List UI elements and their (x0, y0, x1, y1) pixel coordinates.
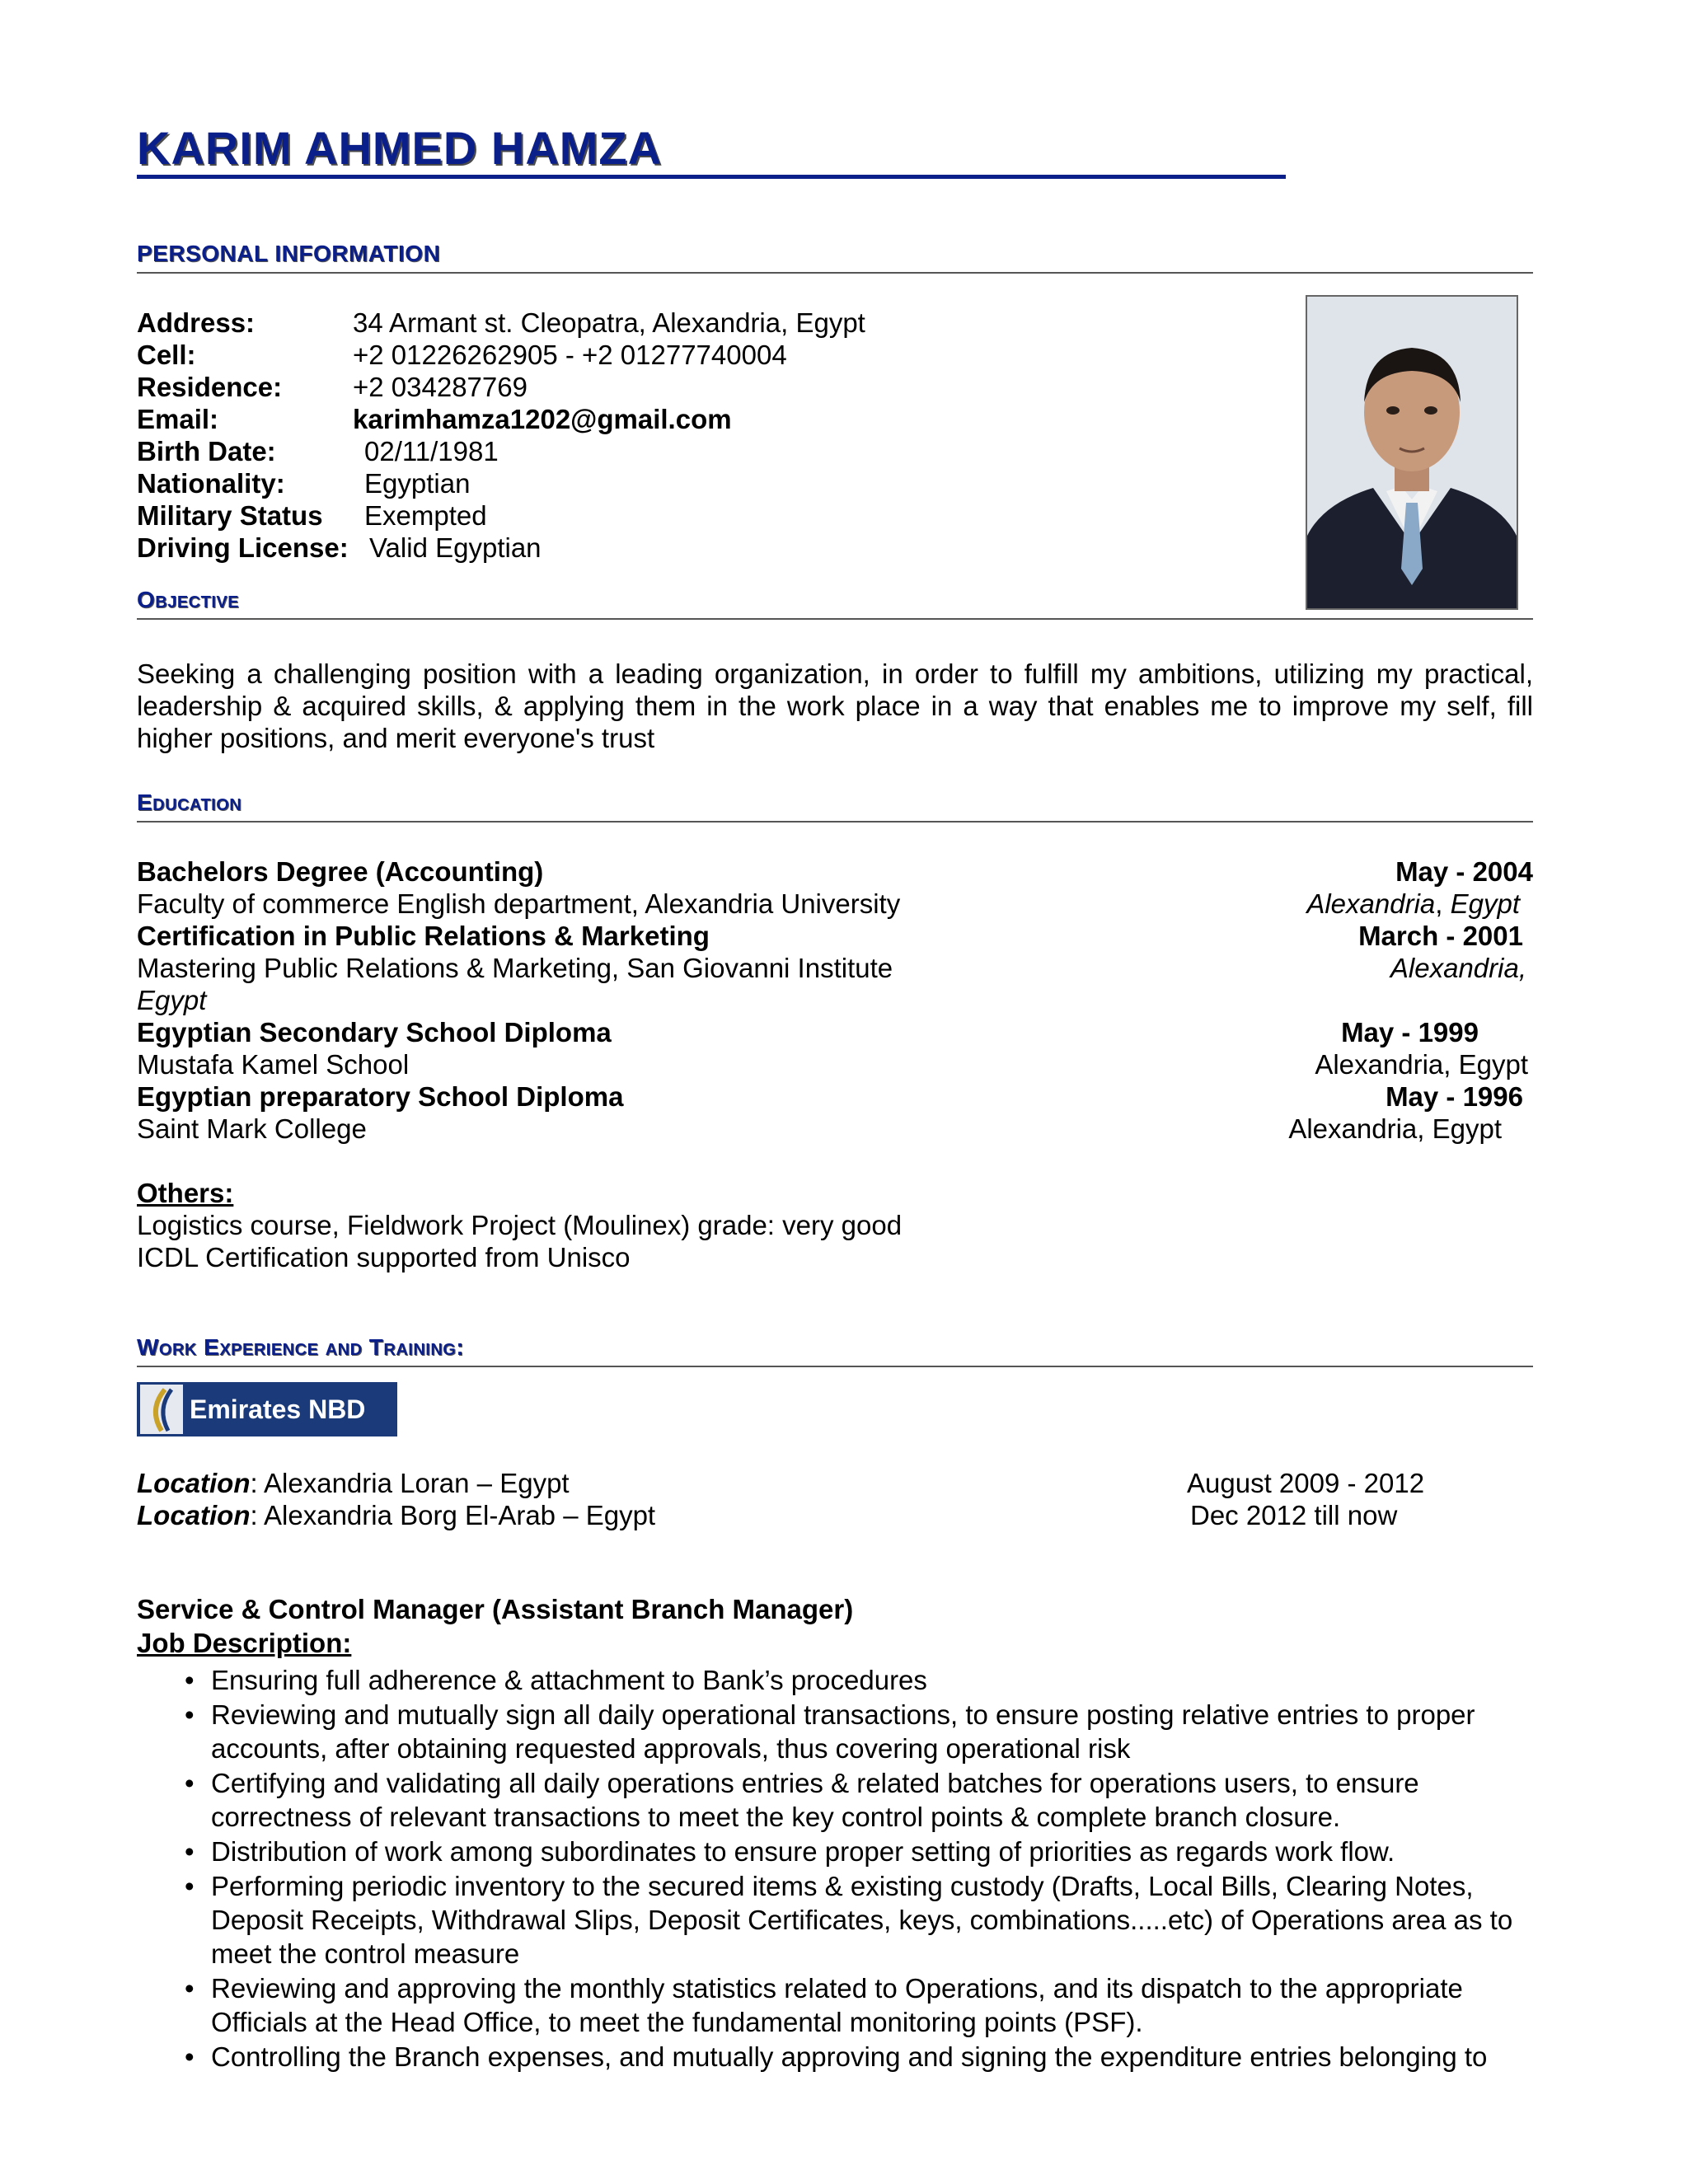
education-item-header (137, 920, 1533, 952)
institution-location: Alexandria, Egypt (1315, 1049, 1528, 1080)
list-item: • Certifying and validating all daily operations entries & related batches for operations users, to ensure correctness of relevant transactions to meet the key control points & complete branch closure. (185, 1768, 1419, 1832)
degree-title: Egyptian preparatory School Diploma (137, 1081, 624, 1112)
section-education-title: Education (137, 790, 242, 815)
education-item-header (137, 1080, 1533, 1113)
info-row-nationality (137, 467, 865, 499)
institution: Faculty of commerce English department, Alexandria University (137, 888, 901, 919)
personal-info (137, 307, 865, 564)
section-education (137, 790, 1533, 823)
job-duties-list (137, 1663, 1533, 2074)
location-row: Location: Alexandria Borg El-Arab – Egypt Dec 2012 till now (137, 1500, 1398, 1530)
location-date: August 2009 - 2012 (1187, 1468, 1425, 1498)
info-row-email (137, 403, 865, 435)
list-item: • Reviewing and approving the monthly statistics related to Operations, and its dispatch to the appropriate Officials at the Head Office, to meet the fundamental monitoring points (PSF). (185, 1973, 1463, 2037)
work-locations (137, 1467, 1533, 1531)
info-value: 34 Armant st. Cleopatra, Alexandria, Egypt (353, 307, 865, 338)
info-value: 02/11/1981 (364, 436, 499, 466)
education-item-detail (137, 1048, 1533, 1080)
section-work-experience (137, 1334, 1533, 1367)
list-item: • Distribution of work among subordinates to ensure proper setting of priorities as regards work flow. (185, 1836, 1395, 1867)
institution-location: Egypt (137, 985, 207, 1015)
job-section (137, 1592, 1533, 2074)
list-item: • Performing periodic inventory to the secured items & existing custody (Drafts, Local Bills, Clearing Notes, Deposit Receipts, Withdrawal Slips, Deposit Certificates, keys, combinations.....etc) of Operations area as to meet the control measure (185, 1871, 1513, 1969)
info-row-driving-license (137, 532, 865, 564)
info-label: Cell: (137, 340, 196, 370)
section-objective-title: Objective (137, 587, 240, 612)
info-row-address (137, 307, 865, 339)
list-item: • Ensuring full adherence & attachment to Bank’s procedures (185, 1665, 927, 1695)
degree-date: May - 1996 (1386, 1081, 1523, 1112)
info-row-cell (137, 339, 865, 371)
info-value: Valid Egyptian (369, 532, 542, 563)
logo-text: Emirates NBD (190, 1394, 366, 1424)
institution-location: Alexandria, Egypt (1288, 1113, 1502, 1144)
objective-text: Seeking a challenging position with a leading organization, in order to fulfill my ambitions, utilizing my practical, leadership & acquired skills, & applying them in the work place in a way that enables me to improve my self, fill higher positions, and merit everyone's trust (137, 658, 1533, 753)
info-label: Email: (137, 404, 219, 434)
emirates-nbd-mark-icon (140, 1385, 183, 1434)
education-list (137, 855, 1533, 1273)
list-item: • Reviewing and mutually sign all daily operational transactions, to ensure posting relative entries to proper accounts, after obtaining requested approvals, thus covering operational risk (185, 1699, 1475, 1764)
info-label: Address: (137, 307, 256, 338)
info-label: Residence: (137, 372, 283, 402)
education-item-detail (137, 984, 1533, 1016)
others-heading: Others: (137, 1178, 234, 1208)
degree-date: May - 1999 (1341, 1017, 1479, 1047)
info-row-birth-date (137, 435, 865, 467)
section-objective (137, 587, 1533, 620)
section-personal-information (137, 241, 1533, 274)
info-value: Egyptian (364, 468, 471, 499)
candidate-name: KARIM AHMED HAMZA (137, 124, 1286, 179)
institution: Mustafa Kamel School (137, 1049, 410, 1080)
degree-date: May - 2004 (1395, 856, 1533, 887)
person-portrait-icon (1307, 297, 1517, 608)
location-row: Location: Alexandria Loran – Egypt August 2009 - 2012 (137, 1468, 1425, 1498)
institution: Saint Mark College (137, 1113, 367, 1144)
info-row-residence (137, 371, 865, 403)
others-item: ICDL Certification supported from Unisco (137, 1242, 631, 1272)
info-label: Driving License: (137, 532, 349, 563)
section-work-title: Work Experience and Training: (137, 1334, 465, 1360)
education-item-detail (137, 952, 1533, 984)
institution-location: Alexandria, Egypt (1306, 888, 1520, 919)
info-label: Military Status (137, 500, 323, 531)
profile-photo (1306, 295, 1518, 610)
degree-title: Bachelors Degree (Accounting) (137, 856, 544, 887)
job-title: Service & Control Manager (Assistant Branch Manager) (137, 1594, 854, 1624)
list-item: • Controlling the Branch expenses, and mutually approving and signing the expenditure entries belonging to (185, 2041, 1488, 2072)
email-link[interactable]: karimhamza1202@gmail.com (353, 404, 732, 434)
location-date: Dec 2012 till now (1190, 1500, 1398, 1530)
section-personal-title: PERSONAL INFORMATION (137, 241, 441, 266)
job-description-label: Job Description: (137, 1628, 352, 1658)
degree-title: Egyptian Secondary School Diploma (137, 1017, 612, 1047)
info-label: Birth Date: (137, 436, 276, 466)
info-row-military-status (137, 499, 865, 532)
info-value: +2 034287769 (353, 372, 528, 402)
info-label: Nationality: (137, 468, 285, 499)
education-item-detail (137, 888, 1533, 920)
degree-title: Certification in Public Relations & Marketing (137, 921, 710, 951)
info-value: Exempted (364, 500, 487, 531)
education-item-detail (137, 1113, 1533, 1145)
emirates-nbd-logo (137, 1382, 397, 1436)
institution: Mastering Public Relations & Marketing, San Giovanni Institute (137, 953, 893, 983)
education-item-header (137, 855, 1533, 888)
others-item: Logistics course, Fieldwork Project (Moulinex) grade: very good (137, 1210, 903, 1240)
institution-location: Alexandria, (1390, 953, 1526, 983)
degree-date: March - 2001 (1358, 921, 1523, 951)
education-item-header (137, 1016, 1533, 1048)
info-value: +2 01226262905 - +2 01277740004 (353, 340, 787, 370)
